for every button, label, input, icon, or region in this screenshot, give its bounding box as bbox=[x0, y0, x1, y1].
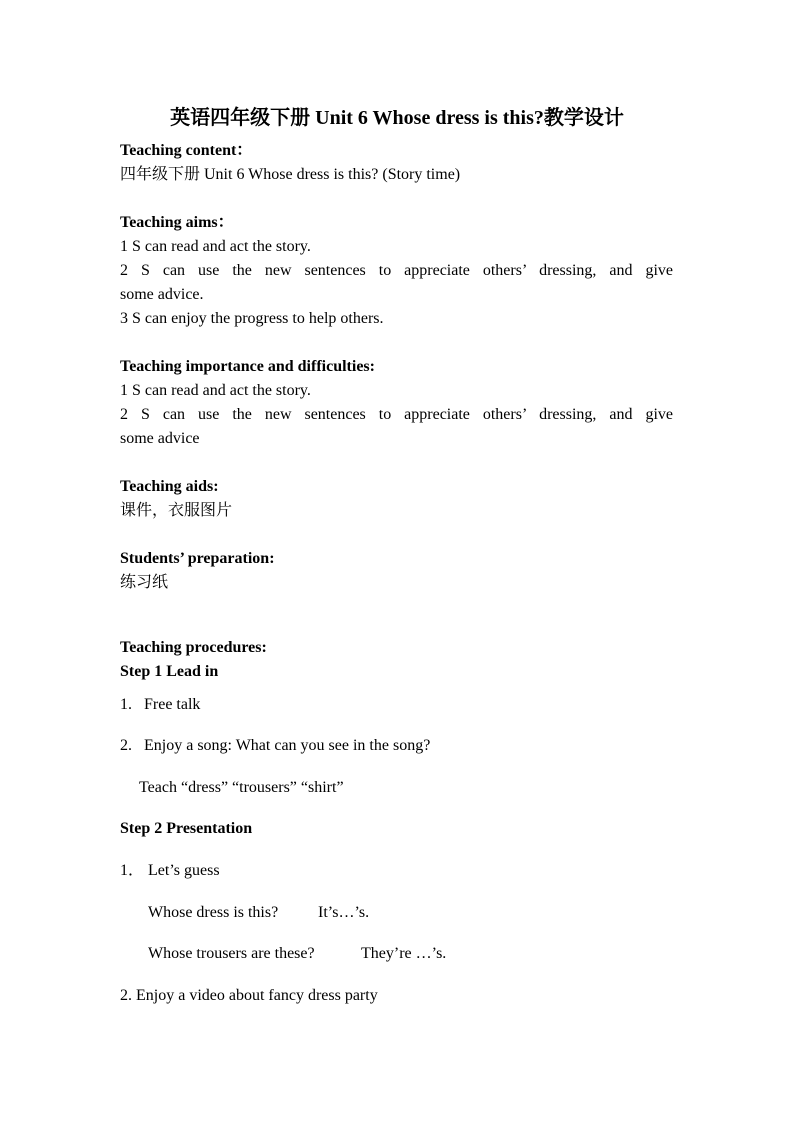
guess-question-2: Whose trousers are these? bbox=[148, 945, 315, 962]
step-2-item-1-number: 1． bbox=[120, 862, 145, 879]
step-1-heading: Step 1 Lead in bbox=[120, 663, 219, 680]
importance-item-2-line-2: some advice bbox=[120, 430, 200, 447]
importance-item-1: 1 S can read and act the story. bbox=[120, 382, 311, 399]
document-title: 英语四年级下册 Unit 6 Whose dress is this?教学设计 bbox=[170, 107, 624, 129]
aims-item-3: 3 S can enjoy the progress to help others. bbox=[120, 310, 384, 327]
teaching-aids-heading: Teaching aids: bbox=[120, 478, 219, 495]
teaching-content-heading: Teaching content： bbox=[120, 142, 253, 159]
step-2-item-1-text: Let’s guess bbox=[148, 862, 220, 879]
step-1-item-2-text: Enjoy a song: What can you see in the song? bbox=[144, 737, 431, 754]
aims-item-2-line-2: some advice. bbox=[120, 286, 204, 303]
preparation-text: 练习纸 bbox=[120, 574, 169, 591]
guess-answer-2: They’re …’s. bbox=[361, 945, 447, 962]
teaching-aims-heading: Teaching aims： bbox=[120, 214, 234, 231]
guess-question-1: Whose dress is this? bbox=[148, 904, 279, 921]
step-2-item-2: 2. Enjoy a video about fancy dress party bbox=[120, 987, 378, 1004]
step-1-teach-words: Teach “dress” “trousers” “shirt” bbox=[139, 779, 344, 796]
teaching-content-text: 四年级下册 Unit 6 Whose dress is this? (Story time) bbox=[120, 166, 461, 183]
step-1-item-1-number: 1. bbox=[120, 696, 132, 713]
step-1-item-1-text: Free talk bbox=[144, 696, 201, 713]
aims-item-1: 1 S can read and act the story. bbox=[120, 238, 311, 255]
step-2-heading: Step 2 Presentation bbox=[120, 820, 253, 837]
importance-heading: Teaching importance and difficulties: bbox=[120, 358, 375, 375]
importance-item-2-line-1: 2 S can use the new sentences to appreciate others’ dressing, and give bbox=[120, 406, 673, 423]
step-1-item-2-number: 2. bbox=[120, 737, 132, 754]
guess-answer-1: It’s…’s. bbox=[318, 904, 370, 921]
preparation-heading: Students’ preparation: bbox=[120, 550, 275, 567]
aims-item-2-line-1: 2 S can use the new sentences to appreciate others’ dressing, and give bbox=[120, 262, 673, 279]
teaching-aids-text: 课件，衣服图片 bbox=[120, 502, 233, 519]
procedures-heading: Teaching procedures: bbox=[120, 639, 267, 656]
